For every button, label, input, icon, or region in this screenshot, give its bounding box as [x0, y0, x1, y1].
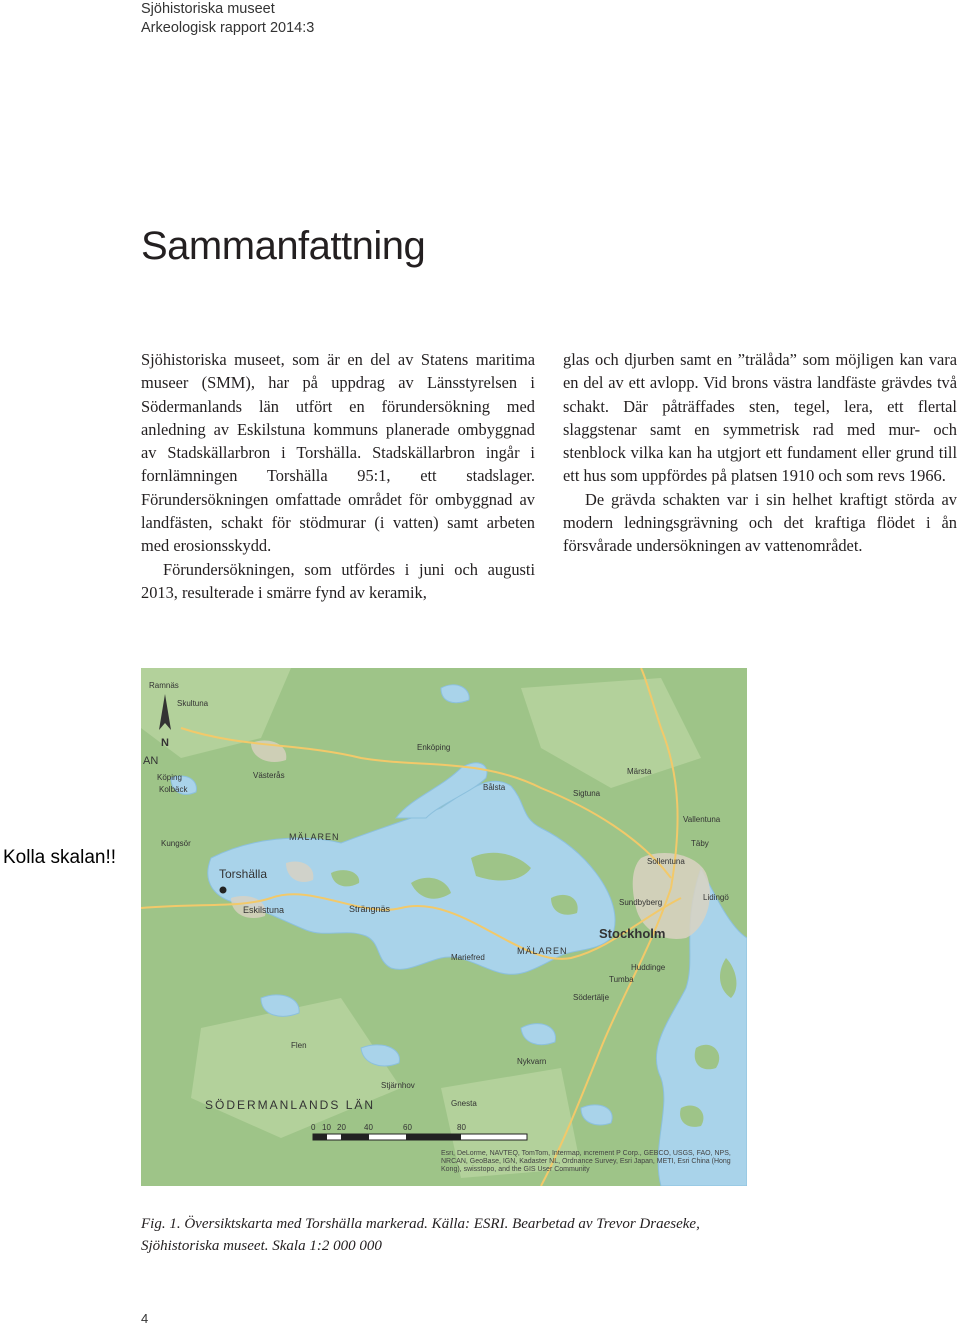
- scale-seg: [406, 1134, 461, 1140]
- label-kolback: Kolbäck: [159, 785, 188, 794]
- label-stjarnhov: Stjärnhov: [381, 1081, 415, 1090]
- scale-label-80: 80: [457, 1123, 466, 1132]
- label-taby: Täby: [691, 839, 709, 848]
- label-strangnas: Strängnäs: [349, 904, 391, 914]
- overview-map: [141, 668, 747, 1186]
- label-huddinge: Huddinge: [631, 963, 666, 972]
- scale-label-0: 0: [311, 1123, 316, 1132]
- label-nykvarn: Nykvarn: [517, 1057, 547, 1066]
- paragraph-1: Sjöhistoriska museet, som är en del av Statens maritima museer (SMM), har på uppdrag av Länsstyrelsen i Södermanlands län utfört en förundersökning med anledning av Eskilstuna kommuns planerade ombyggnad av Stadskällarbron i Torshälla. Stadskällarbron ingår i fornlämningen Torshälla 95:1, ett stadslager. Förundersökningen omfattade området för ombyggnad av landfästen, schakt för stödmurar (i vatten) samt arbeten med erosionsskydd.: [141, 350, 535, 556]
- scale-label-40: 40: [364, 1123, 373, 1132]
- label-an: AN: [143, 755, 159, 767]
- running-head-series: Arkeologisk rapport 2014:3: [141, 20, 315, 36]
- figure-caption: Fig. 1. Översiktskarta med Torshälla markerad. Källa: ESRI. Bearbetad av Trevor Draeseke, Sjöhistoriska museet. Skala 1:2 000 000: [141, 1216, 700, 1254]
- right-column: [563, 348, 957, 558]
- label-koping: Köping: [157, 773, 182, 782]
- label-skultuna: Skultuna: [177, 699, 209, 708]
- label-marsta: Märsta: [627, 767, 652, 776]
- label-malaren: MÄLAREN: [289, 832, 340, 842]
- label-vallentuna: Vallentuna: [683, 815, 721, 824]
- label-enkoping: Enköping: [417, 743, 451, 752]
- label-malaren-2: MÄLAREN: [517, 946, 568, 956]
- map-canvas: [141, 668, 747, 1186]
- label-kungsor: Kungsör: [161, 839, 191, 848]
- label-sodermanlands-lan: SÖDERMANLANDS LÄN: [205, 1098, 376, 1112]
- label-sundbyberg: Sundbyberg: [619, 898, 663, 907]
- map-attribution-box: [441, 1150, 741, 1184]
- running-head-org: Sjöhistoriska museet: [141, 1, 275, 17]
- label-sodertalje: Södertälje: [573, 993, 610, 1002]
- left-column: [141, 348, 535, 604]
- map-attribution: Esri, DeLorme, NAVTEQ, TomTom, Intermap, increment P Corp., GEBCO, USGS, FAO, NPS, NRCAN, GeoBase, IGN, Kadaster NL, Ordnance Survey, Esri Japan, METI, Esri China (Hong Kong), swisstopo, and the GIS User Community: [441, 1150, 731, 1173]
- label-flen: Flen: [291, 1041, 307, 1050]
- scale-label-10: 10: [322, 1123, 331, 1132]
- label-gnesta: Gnesta: [451, 1099, 477, 1108]
- margin-note: Kolla skalan!!: [3, 847, 117, 868]
- label-vasteras: Västerås: [253, 771, 285, 780]
- scale-seg: [313, 1134, 327, 1140]
- label-balsta: Bålsta: [483, 783, 506, 792]
- label-tumba: Tumba: [609, 975, 634, 984]
- scale-seg: [341, 1134, 369, 1140]
- running-head: [141, 0, 314, 38]
- scale-label-20: 20: [337, 1123, 346, 1132]
- page-title: Sammanfattning: [141, 224, 426, 268]
- label-stockholm: Stockholm: [599, 926, 666, 941]
- label-torshalla: Torshälla: [219, 867, 268, 881]
- label-mariefred: Mariefred: [451, 953, 485, 962]
- paragraph-2: Förundersökningen, som utfördes i juni och augusti 2013, resulterade i smärre fynd av keramik,: [141, 559, 535, 602]
- label-sigtuna: Sigtuna: [573, 789, 601, 798]
- paragraph-3: glas och djurben samt en ”trälåda” som möjligen kan vara en del av ett avlopp. Vid brons västra landfäste grävdes två schakt. Där påträffades sten, tegel, lera, ett flertal slaggstenar samt en symmetrisk rad med mur- och stenblock vilka kan ha utgjort ett fundament eller grund till ett hus som uppfördes på platsen 1910 och som revs 1966.: [563, 350, 957, 486]
- label-ramnas: Ramnäs: [149, 681, 179, 690]
- label-sollentuna: Sollentuna: [647, 857, 685, 866]
- label-lidingo: Lidingö: [703, 893, 729, 902]
- page-number: 4: [141, 1311, 149, 1326]
- label-eskilstuna: Eskilstuna: [243, 905, 285, 915]
- scale-label-60: 60: [403, 1123, 412, 1132]
- torshalla-marker: [220, 887, 227, 894]
- north-label: N: [161, 737, 169, 749]
- paragraph-4: De grävda schakten var i sin helhet kraftigt störda av modern ledningsgrävning och det kraftiga flödet i ån försvårade undersökningen av vattenområdet.: [563, 489, 957, 556]
